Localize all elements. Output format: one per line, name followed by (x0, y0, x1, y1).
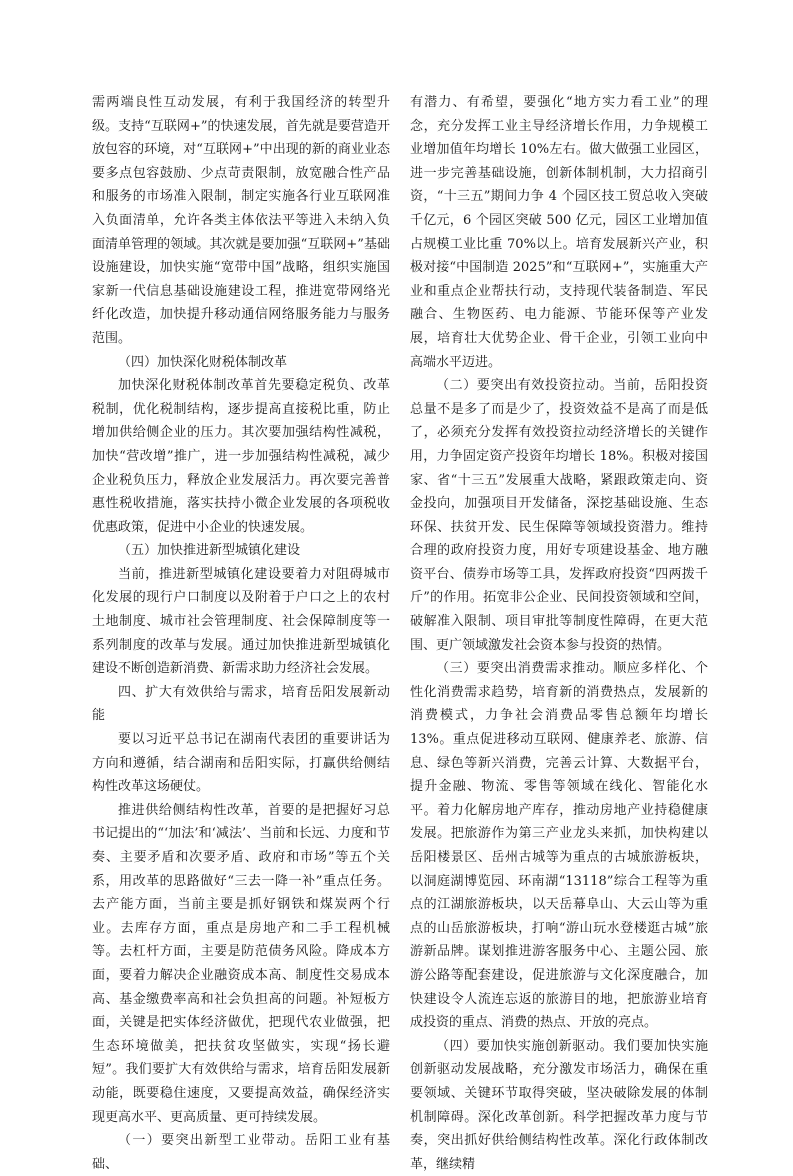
paragraph: 需两端良性互动发展，有利于我国经济的转型升级。支持“互联网+”的快速发展，首先就是要营造开放包容的环境，对“互联网+”中出现的新的商业业态要多点包容鼓励、少点苛责限制，放宽融合性产品和服务的市场准入限制，制定实施各行业互联网准入负面清单，允许各类主体依法平等进入未纳入负面清单管理的领域。其次就是要加强“互联网+”基础设施建设，加快实施“宽带中国”战略，组织实施国家新一代信息基础设施建设工程，推进宽带网络光纤化改造，加快提升移动通信网络服务能力与服务范围。 (92, 95, 390, 346)
paragraph: 当前，推进新型城镇化建设要着力对阻碍城市化发展的现行户口制度以及附着于户口之上的农村土地制度、城市社会管理制度、社会保障制度等一系列制度的改革与发展。通过加快推进新型城镇化建设不断创造新消费、新需求助力经济社会发展。 (92, 566, 390, 677)
section-heading: （五）加快推进新型城镇化建设 (118, 543, 301, 559)
paragraph: （二）要突出有效投资拉动。当前，岳阳投资总量不是多了而是少了，投资效益不是高了而是低了，必须充分发挥有效投资拉动经济增长的关键作用，力争固定资产投资年均增长 18%。积极对接国家、省“十三五”发展重大战略，紧跟政策走向、资金投向，加强项目开发储备，深挖基础设施、生态环保、扶贫开发、民生保障等领域投资潜力。维持合理的政府投资力度，用好专项建设基金、地方融资平台、债券市场等工具，发挥政府投资“四两拨千斤”的作用。拓宽非公企业、民间投资领域和空间，破解准入限制、项目审批等制度性障碍，在更大范围、更广领域激发社会资本参与投资的热情。 (410, 378, 708, 653)
paragraph: 有潜力、有希望，要强化“地方实力看工业”的理念，充分发挥工业主导经济增长作用，力争规模工业增加值年均增长 10%左右。做大做强工业园区，进一步完善基础设施，创新体制机制，大力招商引资，“十三五”期间力争 4 个园区技工贸总收入突破千亿元，6 个园区突破 500 亿元，园区工业增加值占规模工业比重 70%以上。培育发展新兴产业，积极对接“中国制造 2025”和“互联网+”，实施重大产业和重点企业帮扶行动，支持现代装备制造、军民融合、生物医药、电力能源、节能环保等产业发展，培育壮大优势企业、骨干企业，引领工业向中高端水平迈进。 (410, 95, 708, 370)
paragraph: 要以习近平总书记在湖南代表团的重要讲话为方向和遵循，结合湖南和岳阳实际，打赢供给侧结构性改革这场硬仗。 (92, 732, 390, 795)
left-column (92, 91, 390, 1172)
section-heading: 四、扩大有效供给与需求，培育岳阳发展新动能 (92, 684, 390, 724)
paragraph: （一）要突出新型工业带动。岳阳工业有基础、 (92, 1133, 390, 1172)
paragraph: （四）要加快实施创新驱动。我们要加快实施创新驱动发展战略，充分激发市场活力，确保在重要领域、关键环节取得突破，坚决破除发展的体制机制障碍。深化改革创新。科学把握改革力度与节奏，突出抓好供给侧结构性改革。深化行政体制改革，继续精 (410, 1038, 708, 1172)
paragraph: （三）要突出消费需求推动。顺应多样化、个性化消费需求趋势，培育新的消费热点，发展新的消费模式，力争社会消费品零售总额年均增长 13%。重点促进移动互联网、健康养老、旅游、信息、绿色等新兴消费，完善云计算、大数据平台，提升金融、物流、零售等领域在线化、智能化水平。着力化解房地产库存，推动房地产业持稳健康发展。把旅游作为第三产业龙头来抓，加快构建以岳阳楼景区、岳州古城等为重点的古城旅游板块，以洞庭湖博览园、环南湖“13118”综合工程等为重点的江湖旅游板块，以天岳幕阜山、大云山等为重点的山岳旅游板块，打响“游山玩水登楼逛古城”旅游新品牌。谋划推进游客服务中心、主题公园、旅游公路等配套建设，促进旅游与文化深度融合，加快建设令人流连忘返的旅游目的地，把旅游业培育成投资的重点、消费的热点、开放的亮点。 (410, 661, 708, 1031)
paragraph: 加快深化财税体制改革首先要稳定税负、改革税制，优化税制结构，逐步提高直接税比重，防止增加供给侧企业的压力。其次要加强结构性减税，加快“营改增”推广，进一步加强结构性减税，减少企业税负压力，释放企业发展活力。再次要完善普惠性税收措施，落实扶持小微企业发展的各项税收优惠政策，促进中小企业的快速发展。 (92, 378, 390, 535)
right-column (410, 91, 708, 1172)
section-heading: （四）加快深化财税体制改革 (118, 354, 288, 370)
paragraph: 推进供给侧结构性改革，首要的是把握好习总书记提出的“‘加法’和‘减法’、当前和长远、力度和节奏、主要矛盾和次要矛盾、政府和市场”等五个关系，用改革的思路做好“三去一降一补”重点任务。去产能方面，当前主要是抓好钢铁和煤炭两个行业。去库存方面，重点是房地产和二手工程机械等。去杠杆方面，主要是防范债务风险。降成本方面，要着力解决企业融资成本高、制度性交易成本高、基金缴费率高和社会负担高的问题。补短板方面，关键是把实体经济做优，把现代农业做强，把生态环境做美，把扶贫攻坚做实，实现“扬长避短”。我们要扩大有效供给与需求，培育岳阳发展新动能，既要稳住速度，又要提高效益，确保经济实现更高水平、更高质量、更可持续发展。 (92, 802, 390, 1125)
